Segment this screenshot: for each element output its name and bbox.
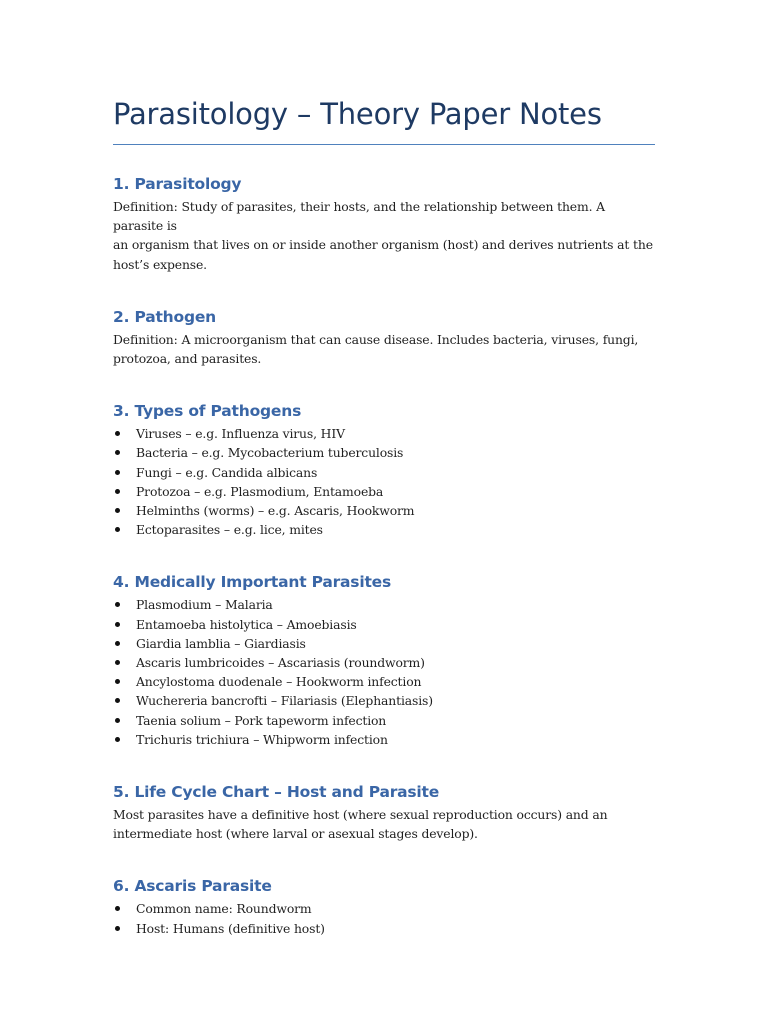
list-item-text: Taenia solium – Pork tapeworm infection: [136, 712, 387, 728]
section-heading: 4. Medically Important Parasites: [113, 573, 391, 592]
list-item-text: Giardia lamblia – Giardiasis: [136, 635, 306, 651]
paragraph-line: host’s expense.: [113, 256, 207, 272]
list-item-text: Ascaris lumbricoides – Ascariasis (roundworm): [136, 655, 425, 671]
paragraph-line: Most parasites have a definitive host (where sexual reproduction occurs) and an: [113, 807, 608, 823]
section-parasitology: [113, 174, 656, 274]
list-item: [113, 672, 656, 691]
list-item-text: Wuchereria bancrofti – Filariasis (Elephantiasis): [136, 693, 433, 709]
list-item-text: Helminths (worms) – e.g. Ascaris, Hookworm: [136, 503, 415, 519]
list-item-text: Plasmodium – Malaria: [136, 597, 273, 613]
document-title: Parasitology – Theory Paper Notes: [113, 92, 655, 145]
list-item-text: Host: Humans (definitive host): [136, 920, 325, 936]
list-item: [113, 711, 656, 730]
section-types-of-pathogens: [113, 401, 656, 539]
list-item-text: Viruses – e.g. Influenza virus, HIV: [136, 426, 345, 442]
bullet-icon: [115, 660, 120, 665]
list-item-text: Ectoparasites – e.g. lice, mites: [136, 522, 323, 538]
list-item: [113, 730, 656, 749]
list-item: [113, 615, 656, 634]
list-item: [113, 501, 656, 520]
section-paragraph: [113, 197, 656, 274]
list-item: [113, 634, 656, 653]
bullet-icon: [115, 926, 120, 931]
bullet-icon: [115, 718, 120, 723]
bullet-icon: [115, 906, 120, 911]
section-heading: 5. Life Cycle Chart – Host and Parasite: [113, 783, 440, 802]
bullet-icon: [115, 602, 120, 607]
bullet-icon: [115, 431, 120, 436]
paragraph-line: Definition: Study of parasites, their hosts, and the relationship between them. A parasite is: [113, 199, 605, 234]
list-item: [113, 520, 656, 539]
bullet-icon: [115, 679, 120, 684]
list-item: [113, 482, 656, 501]
ascaris-list: [113, 899, 656, 937]
paragraph-line: protozoa, and parasites.: [113, 351, 262, 367]
list-item: [113, 691, 656, 710]
list-item-text: Common name: Roundworm: [136, 901, 312, 917]
bullet-icon: [115, 489, 120, 494]
list-item-text: Trichuris trichiura – Whipworm infection: [136, 731, 388, 747]
bullet-icon: [115, 450, 120, 455]
bullet-icon: [115, 737, 120, 742]
section-paragraph: [113, 330, 656, 368]
list-item: [113, 653, 656, 672]
bullet-icon: [115, 470, 120, 475]
pathogen-types-list: [113, 424, 656, 539]
section-heading: 1. Parasitology: [113, 175, 242, 193]
bullet-icon: [115, 641, 120, 646]
list-item: [113, 919, 656, 938]
list-item-text: Ancylostoma duodenale – Hookworm infection: [136, 674, 422, 690]
section-heading: 6. Ascaris Parasite: [113, 877, 272, 896]
list-item-text: Bacteria – e.g. Mycobacterium tuberculosis: [136, 445, 404, 461]
list-item: [113, 595, 656, 614]
section-medically-important-parasites: [113, 572, 656, 749]
list-item: [113, 424, 656, 443]
bullet-icon: [115, 698, 120, 703]
list-item: [113, 463, 656, 482]
parasites-list: [113, 595, 656, 749]
section-life-cycle-chart: [113, 782, 656, 843]
section-heading: 3. Types of Pathogens: [113, 402, 302, 421]
paragraph-line: an organism that lives on or inside another organism (host) and derives nutrients at the: [113, 237, 653, 253]
bullet-icon: [115, 508, 120, 513]
section-pathogen: [113, 307, 656, 368]
list-item: [113, 443, 656, 462]
bullet-icon: [115, 622, 120, 627]
section-ascaris-parasite: [113, 876, 656, 937]
bullet-icon: [115, 527, 120, 532]
list-item-text: Entamoeba histolytica – Amoebiasis: [136, 616, 357, 632]
list-item-text: Fungi – e.g. Candida albicans: [136, 464, 318, 480]
list-item-text: Protozoa – e.g. Plasmodium, Entamoeba: [136, 483, 384, 499]
paragraph-line: Definition: A microorganism that can cause disease. Includes bacteria, viruses, fungi,: [113, 331, 639, 347]
list-item: [113, 899, 656, 918]
paragraph-line: intermediate host (where larval or asexual stages develop).: [113, 826, 478, 842]
section-heading: 2. Pathogen: [113, 307, 217, 326]
section-paragraph: [113, 805, 656, 843]
